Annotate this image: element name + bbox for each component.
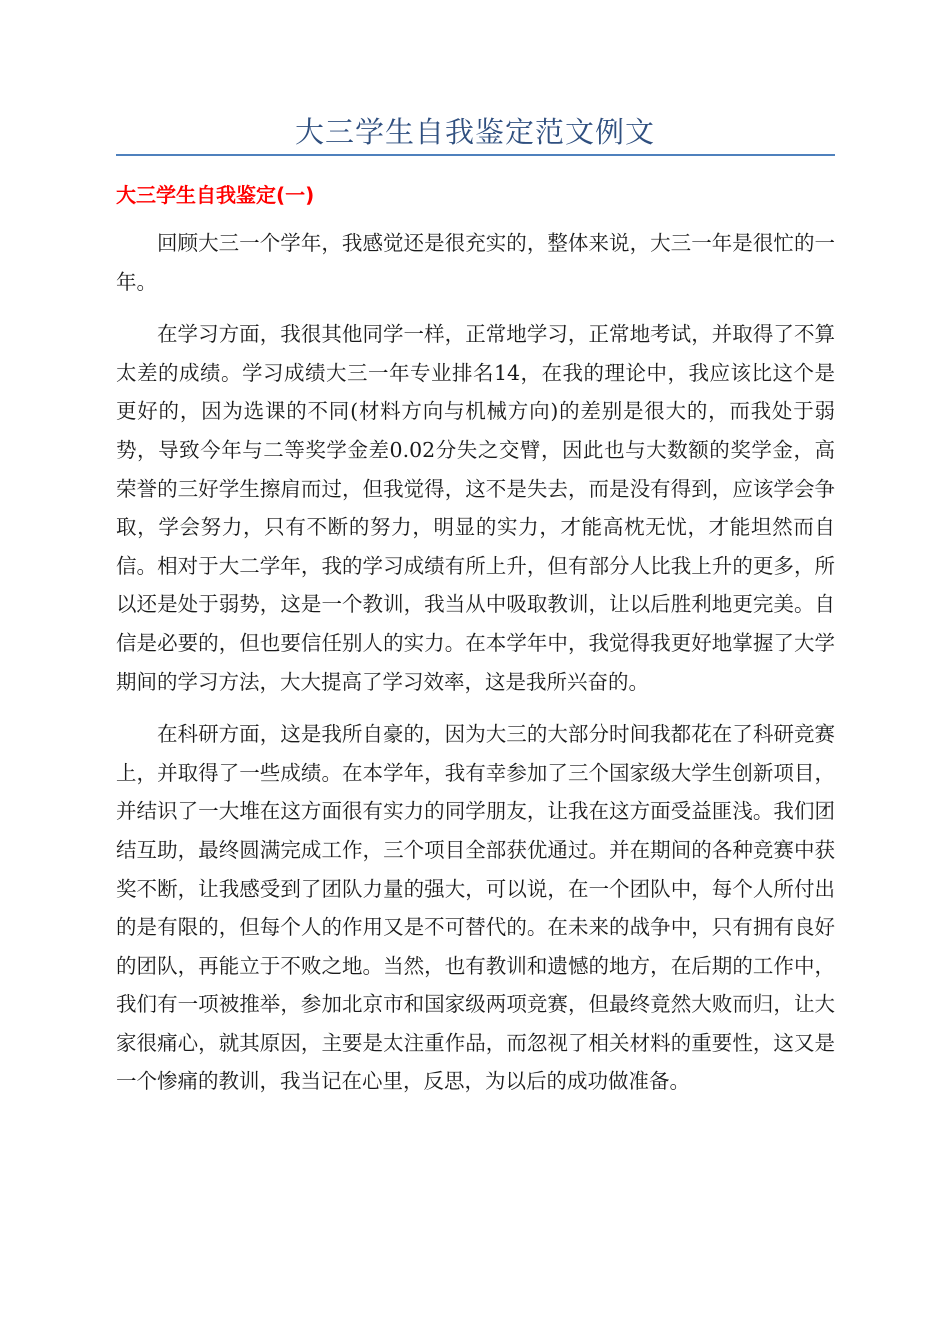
title-underline: [116, 154, 835, 156]
paragraph-research: 在科研方面，这是我所自豪的，因为大三的大部分时间我都花在了科研竞赛上，并取得了一些成绩。在本学年，我有幸参加了三个国家级大学生创新项目，并结识了一大堆在这方面很有实力的同学朋友，让我在这方面受益匪浅。我们团结互助，最终圆满完成工作，三个项目全部获优通过。并在期间的各种竞赛中获奖不断，让我感受到了团队力量的强大，可以说，在一个团队中，每个人所付出的是有限的，但每个人的作用又是不可替代的。在未来的战争中，只有拥有良好的团队，再能立于不败之地。当然，也有教训和遗憾的地方，在后期的工作中，我们有一项被推举，参加北京市和国家级两项竞赛，但最终竟然大败而归，让大家很痛心，就其原因，主要是太注重作品，而忽视了相关材料的重要性，这又是一个惨痛的教训，我当记在心里，反思，为以后的成功做准备。: [116, 722, 835, 1094]
document-body: [116, 224, 835, 1115]
section-heading: 大三学生自我鉴定(一): [116, 183, 315, 207]
paragraph-intro: 回顾大三一个学年，我感觉还是很充实的，整体来说，大三一年是很忙的一年。: [116, 231, 835, 294]
paragraph-study: 在学习方面，我很其他同学一样，正常地学习，正常地考试，并取得了不算太差的成绩。学习成绩大三一年专业排名14，在我的理论中，我应该比这个是更好的，因为选课的不同(材料方向与机械方向)的差别是很大的，而我处于弱势，导致今年与二等奖学金差0.02分失之交臂，因此也与大数额的奖学金，高荣誉的三好学生擦肩而过，但我觉得，这不是失去，而是没有得到，应该学会争取，学会努力，只有不断的努力，明显的实力，才能高枕无忧，才能坦然而自信。相对于大二学年，我的学习成绩有所上升，但有部分人比我上升的更多，所以还是处于弱势，这是一个教训，我当从中吸取教训，让以后胜利地更完美。自信是必要的，但也要信任别人的实力。在本学年中，我觉得我更好地掌握了大学期间的学习方法，大大提高了学习效率，这是我所兴奋的。: [116, 322, 835, 694]
document-title: 大三学生自我鉴定范文例文: [294, 115, 655, 149]
